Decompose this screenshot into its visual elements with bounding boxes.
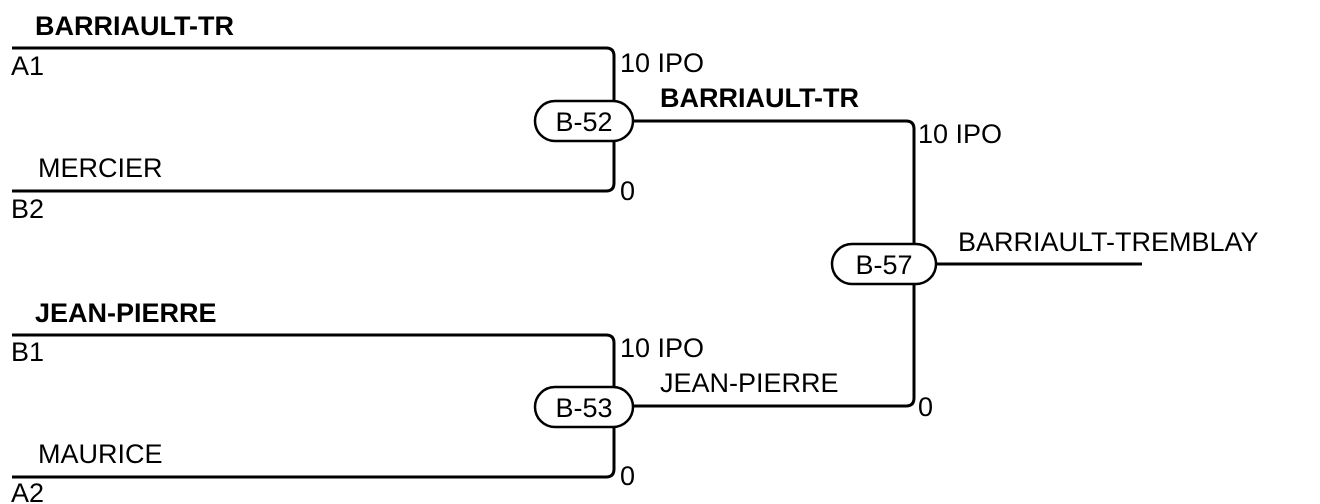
match1-bottom-line <box>12 183 614 191</box>
final-top-score: 10 IPO <box>918 119 1003 149</box>
final-winner-name: BARRIAULT-TREMBLAY <box>958 227 1259 257</box>
match-b53 <box>11 298 914 504</box>
match-b52 <box>11 11 914 224</box>
match1-top-seed: A1 <box>11 51 45 81</box>
match1-top-score: 10 IPO <box>620 48 705 78</box>
final-top-name: BARRIAULT-TR <box>660 83 859 113</box>
final-id: B-57 <box>855 250 913 280</box>
final-bottom-score: 0 <box>918 392 934 422</box>
match1-bottom-seed: B2 <box>11 194 45 224</box>
match1-bottom-score: 0 <box>620 176 636 206</box>
match2-top-seed: B1 <box>11 337 45 367</box>
match2-bottom-line <box>12 469 614 477</box>
match2-bottom-seed: A2 <box>11 478 45 504</box>
match1-bottom-name: MERCIER <box>38 153 163 183</box>
match1-top-name: BARRIAULT-TR <box>35 11 234 41</box>
match1-id: B-52 <box>555 107 613 137</box>
match2-out-line <box>632 398 914 406</box>
match-b57 <box>660 83 1259 422</box>
final-bottom-name: JEAN-PIERRE <box>660 368 839 398</box>
match1-out-line <box>632 121 914 129</box>
match2-bottom-name: MAURICE <box>38 439 163 469</box>
match2-id: B-53 <box>555 393 613 423</box>
match2-bottom-score: 0 <box>620 461 636 491</box>
match2-top-name: JEAN-PIERRE <box>35 298 217 328</box>
match2-top-score: 10 IPO <box>620 333 705 363</box>
match1-top-line <box>12 48 614 56</box>
match2-top-line <box>12 335 614 343</box>
